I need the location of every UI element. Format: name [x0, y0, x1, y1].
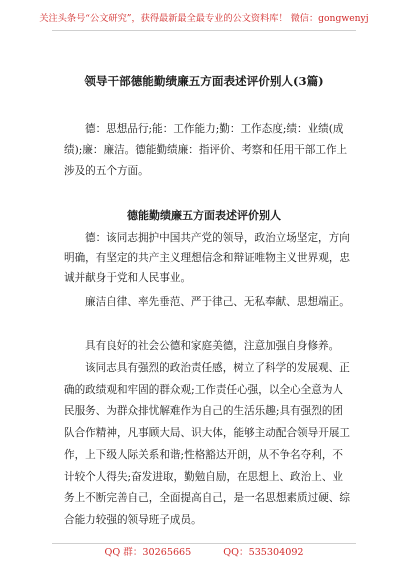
footer-contact — [0, 544, 408, 558]
intro-paragraph: 德：思想品行;能：工作能力;勤：工作态度;绩：业绩(成绩);廉：廉洁。德能勤绩廉：指评价、考察和任用干部工作上涉及的五个方面。 — [64, 123, 348, 177]
qq-number: QQ：535304092 — [223, 547, 304, 558]
header-divider — [52, 30, 356, 31]
paragraph-1: 德：该同志拥护中国共产党的领导，政治立场坚定，方向明确，有坚定的共产主义理想信念和辩证唯物主义世界观，忠诚并献身于党和人民事业。 — [64, 232, 351, 284]
paragraph-4: 该同志具有强烈的政治责任感，树立了科学的发展观、正确的政绩观和牢固的群众观;工作责任心强，以全心全意为人民服务、为群众排忧解难作为自己的生活乐趣;具有强烈的团队合作精神，凡事顾大局、识大体，能够主动配合领导开展工作，上下级人际关系和谐;性格豁达开朗，从不争名夺利，不计较个人得失;奋发进取，勤勉自励，在思想上、政治上、业务上不断完善自己，全面提高自己，是一名思想素质过硬、综合能力较强的领导班子成员。 — [64, 362, 351, 526]
document-title: 领导干部德能勤绩廉五方面表述评价别人(3篇) — [84, 74, 324, 88]
section-title: 德能勤绩廉五方面表述评价别人 — [127, 209, 281, 222]
qq-group-number: QQ 群：30265665 — [104, 547, 192, 558]
paragraph-2: 廉洁自律、率先垂范、严于律己、无私奉献、思想端正。 — [85, 296, 350, 308]
paragraph-3: 具有良好的社会公德和家庭美德，注意加强自身修养。 — [85, 340, 340, 352]
header-note: 关注头条号“公文研究”，获得最新最全最专业的公文资料库！ 微信：gongwenyj — [39, 13, 369, 24]
